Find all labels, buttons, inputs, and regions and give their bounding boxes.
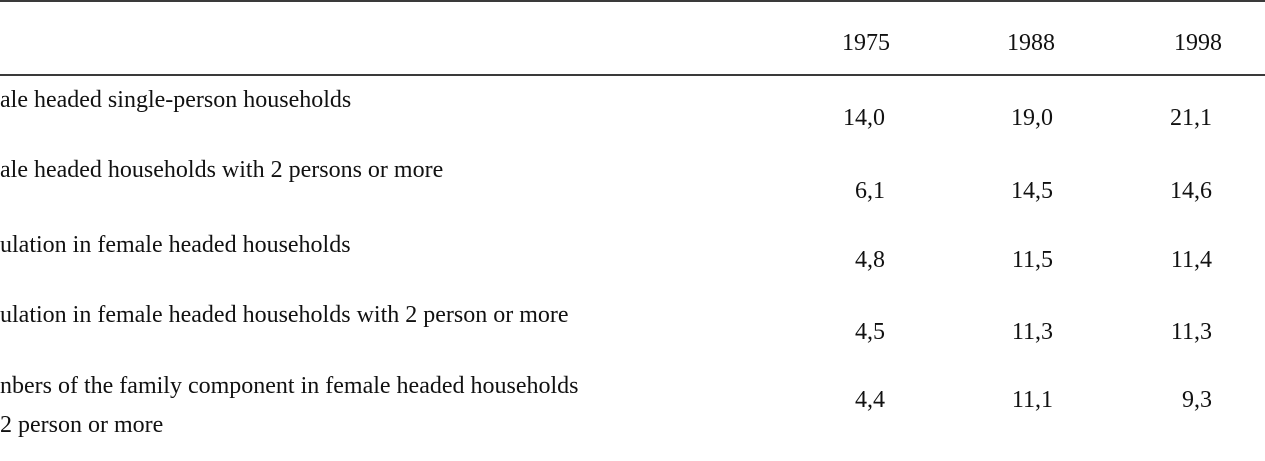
table-cell: 14,0 bbox=[843, 105, 885, 131]
table-cell: 4,4 bbox=[855, 387, 885, 413]
table-cell: 9,3 bbox=[1182, 387, 1212, 413]
column-header-1975: 1975 bbox=[842, 30, 890, 56]
table-cell: 11,4 bbox=[1170, 247, 1212, 273]
row-label-continuation: 2 person or more bbox=[0, 412, 164, 438]
table-cell: 11,3 bbox=[1170, 319, 1212, 345]
row-label: nbers of the family component in female headed households bbox=[0, 373, 579, 399]
top-rule bbox=[0, 0, 1265, 2]
header-rule bbox=[0, 74, 1265, 76]
table-cell: 11,3 bbox=[1011, 319, 1053, 345]
row-label: ale headed households with 2 persons or more bbox=[0, 157, 444, 183]
table-cell: 14,6 bbox=[1170, 178, 1212, 204]
table-cell: 14,5 bbox=[1011, 178, 1053, 204]
table-cell: 11,1 bbox=[1011, 387, 1053, 413]
table-cell: 21,1 bbox=[1170, 105, 1212, 131]
column-header-1988: 1988 bbox=[1007, 30, 1055, 56]
table-cell: 4,5 bbox=[855, 319, 885, 345]
table-cell: 11,5 bbox=[1011, 247, 1053, 273]
table-cell: 4,8 bbox=[855, 247, 885, 273]
row-label: ulation in female headed households with 2 person or more bbox=[0, 302, 569, 328]
table-cell: 19,0 bbox=[1011, 105, 1053, 131]
column-header-1998: 1998 bbox=[1174, 30, 1222, 56]
table-cell: 6,1 bbox=[855, 178, 885, 204]
row-label: ale headed single-person households bbox=[0, 87, 352, 113]
row-label: ulation in female headed households bbox=[0, 232, 351, 258]
